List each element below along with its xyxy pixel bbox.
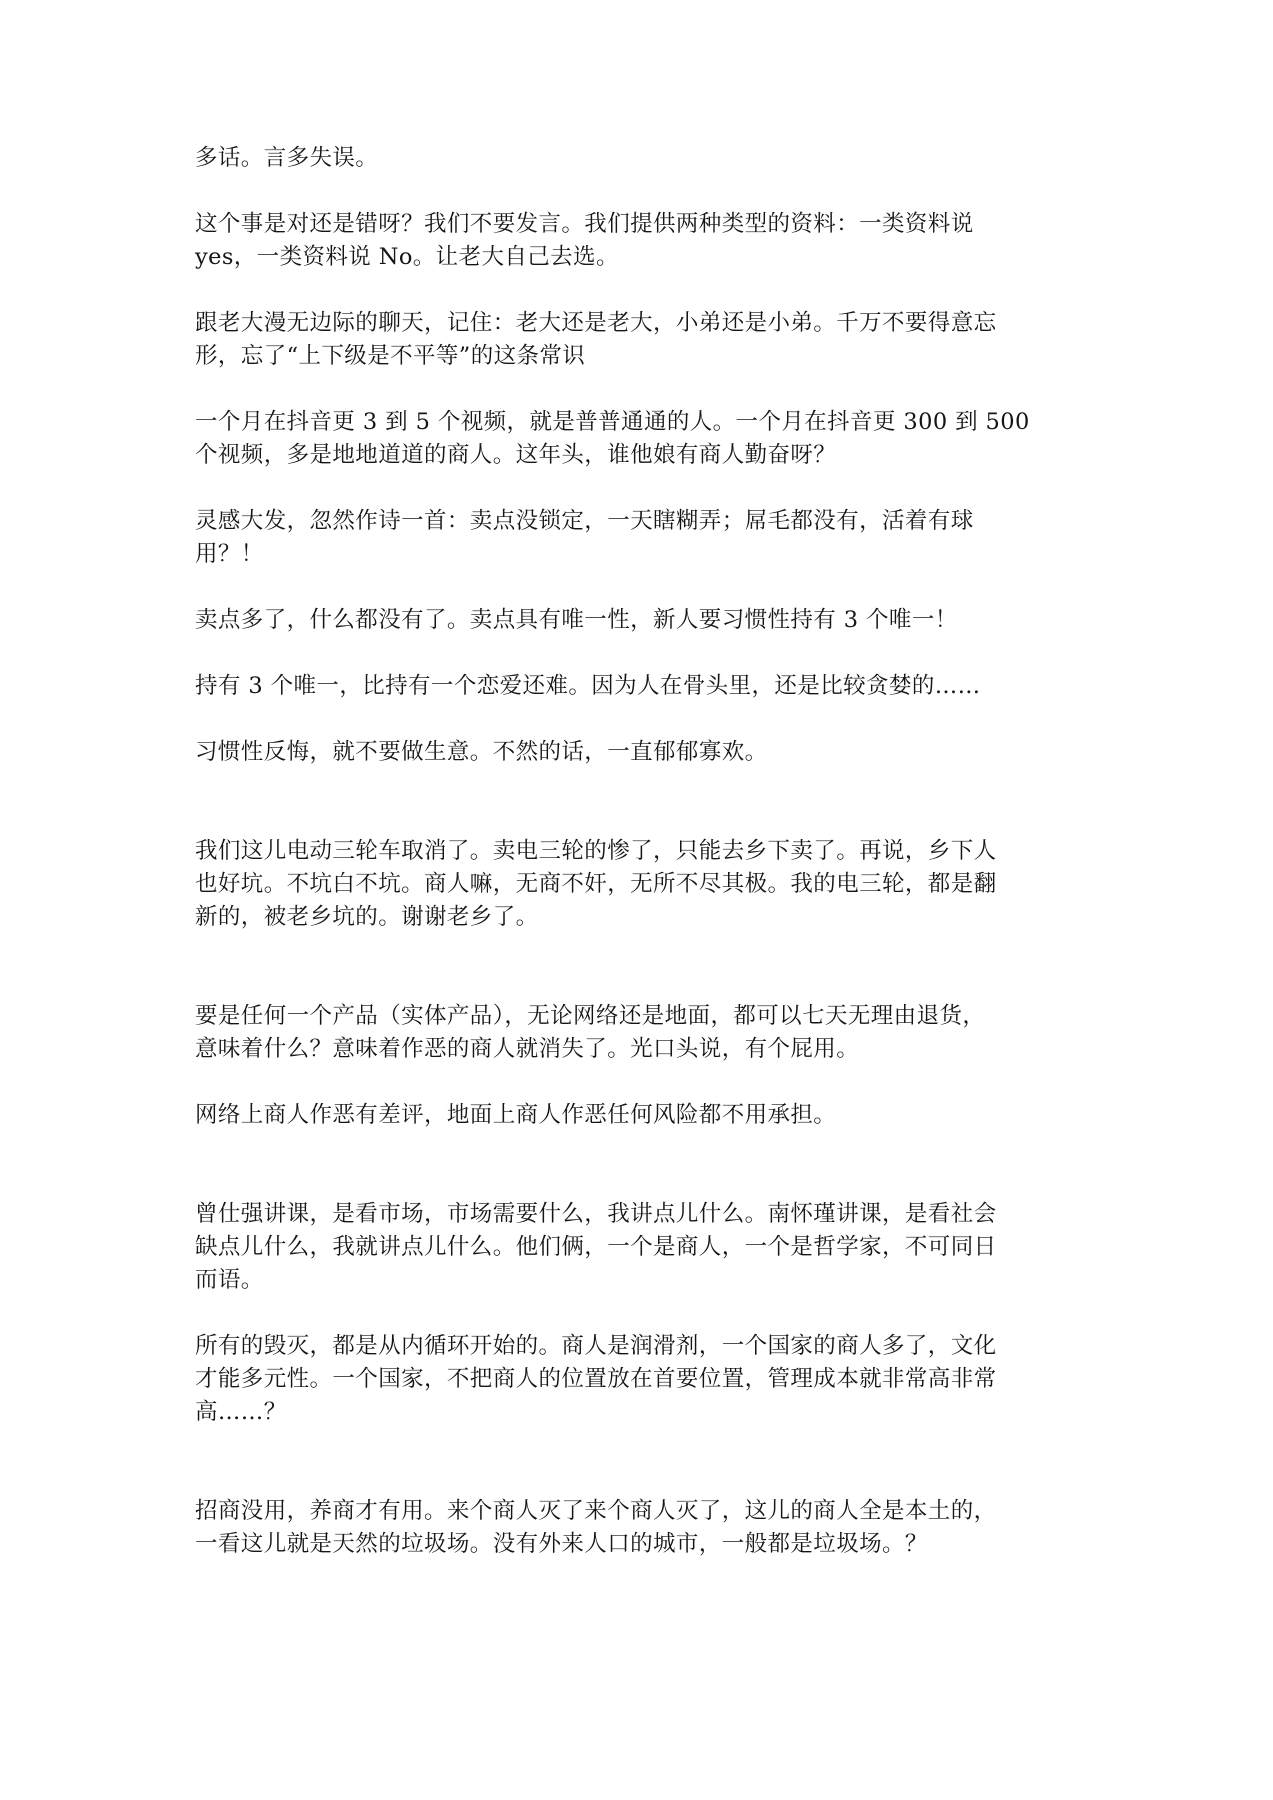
paragraph bbox=[195, 208, 1095, 274]
text-line: 持有 3 个唯一，比持有一个恋爱还难。因为人在骨头里，还是比较贪婪的…… bbox=[195, 673, 981, 699]
text-line: 灵感大发，忽然作诗一首：卖点没锁定，一天瞎糊弄；屌毛都没有，活着有球 bbox=[195, 508, 974, 534]
text-line: 用？！ bbox=[195, 541, 264, 567]
text-line: yes，一类资料说 No。让老大自己去选。 bbox=[195, 244, 619, 270]
text-line: 习惯性反悔，就不要做生意。不然的话，一直郁郁寡欢。 bbox=[195, 739, 768, 765]
text-line: 一看这儿就是天然的垃圾场。没有外来人口的城市，一般都是垃圾场。？ bbox=[195, 1531, 928, 1557]
text-line: 卖点多了，什么都没有了。卖点具有唯一性，新人要习惯性持有 3 个唯一！ bbox=[195, 607, 958, 633]
text-line: 也好坑。不坑白不坑。商人嘛，无商不奸，无所不尽其极。我的电三轮，都是翻 bbox=[195, 871, 997, 897]
text-line: 所有的毁灭，都是从内循环开始的。商人是润滑剂，一个国家的商人多了，文化 bbox=[195, 1333, 997, 1359]
paragraph bbox=[195, 1000, 1095, 1066]
paragraph bbox=[195, 1099, 1095, 1132]
text-line: 一个月在抖音更 3 到 5 个视频，就是普普通通的人。一个月在抖音更 300 到 500 bbox=[195, 409, 1030, 435]
paragraph bbox=[195, 670, 1095, 703]
paragraph bbox=[195, 406, 1095, 472]
paragraph bbox=[195, 835, 1095, 934]
text-line: 而语。 bbox=[195, 1267, 264, 1293]
paragraph bbox=[195, 142, 1095, 175]
text-line: 多话。言多失误。 bbox=[195, 145, 379, 171]
text-line: 这个事是对还是错呀？我们不要发言。我们提供两种类型的资料：一类资料说 bbox=[195, 211, 974, 237]
text-line: 曾仕强讲课，是看市场，市场需要什么，我讲点儿什么。南怀瑾讲课，是看社会 bbox=[195, 1201, 997, 1227]
text-line: 高……？ bbox=[195, 1399, 287, 1425]
text-line: 个视频，多是地地道道的商人。这年头，谁他娘有商人勤奋呀？ bbox=[195, 442, 837, 468]
paragraph bbox=[195, 307, 1095, 373]
text-line: 跟老大漫无边际的聊天，记住：老大还是老大，小弟还是小弟。千万不要得意忘 bbox=[195, 310, 997, 336]
paragraph bbox=[195, 505, 1095, 571]
document-body bbox=[195, 142, 1095, 1561]
text-line: 网络上商人作恶有差评，地面上商人作恶任何风险都不用承担。 bbox=[195, 1102, 837, 1128]
paragraph bbox=[195, 1330, 1095, 1429]
paragraph bbox=[195, 604, 1095, 637]
text-line: 缺点儿什么，我就讲点儿什么。他们俩，一个是商人，一个是哲学家，不可同日 bbox=[195, 1234, 997, 1260]
text-line: 我们这儿电动三轮车取消了。卖电三轮的惨了，只能去乡下卖了。再说，乡下人 bbox=[195, 838, 997, 864]
text-line: 才能多元性。一个国家，不把商人的位置放在首要位置，管理成本就非常高非常 bbox=[195, 1366, 997, 1392]
text-line: 形，忘了“上下级是不平等”的这条常识 bbox=[195, 343, 586, 369]
text-line: 意味着什么？意味着作恶的商人就消失了。光口头说，有个屁用。 bbox=[195, 1036, 860, 1062]
text-line: 招商没用，养商才有用。来个商人灭了来个商人灭了，这儿的商人全是本土的， bbox=[195, 1498, 997, 1524]
text-line: 要是任何一个产品（实体产品），无论网络还是地面，都可以七天无理由退货， bbox=[195, 1003, 986, 1029]
text-line: 新的，被老乡坑的。谢谢老乡了。 bbox=[195, 904, 539, 930]
paragraph bbox=[195, 1495, 1095, 1561]
paragraph bbox=[195, 1198, 1095, 1297]
paragraph bbox=[195, 736, 1095, 769]
